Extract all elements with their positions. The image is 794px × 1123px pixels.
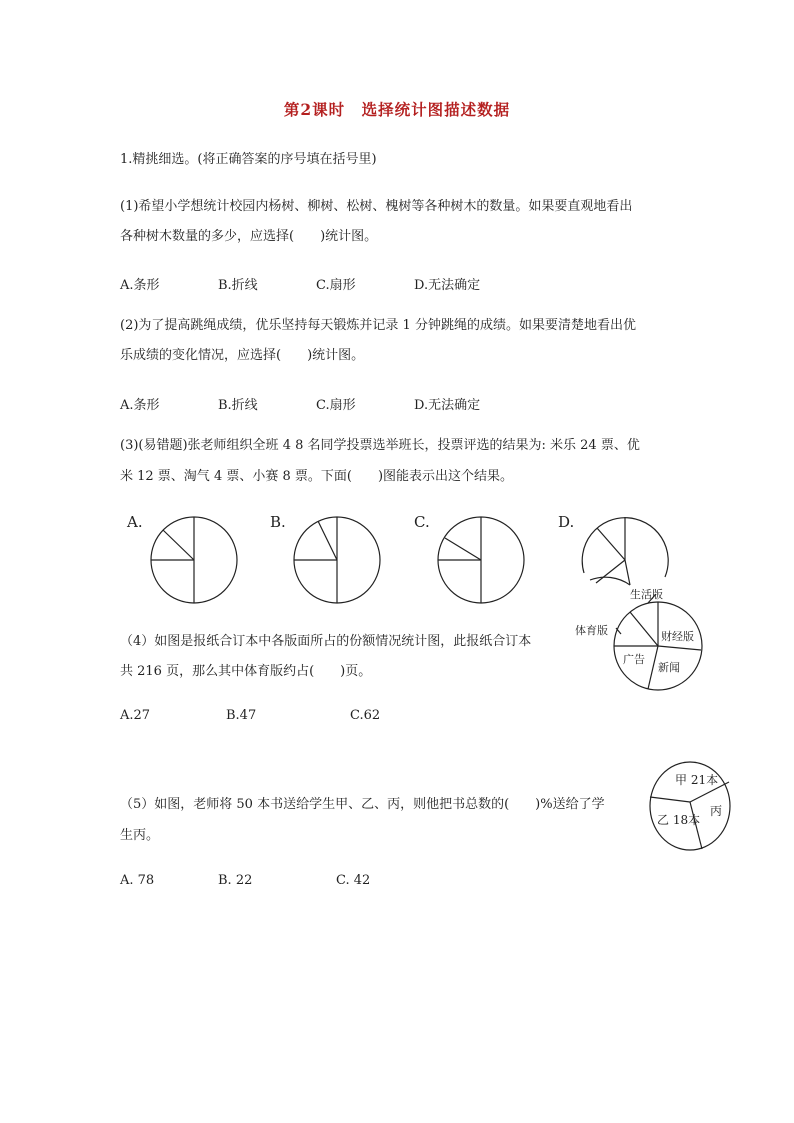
q2-line2: 乐成绩的变化情况，应选择( )统计图。 <box>120 348 365 363</box>
q3-line2: 米 12 票、淘气 4 票、小赛 8 票。下面( )图能表示出这个结果。 <box>120 469 514 484</box>
label-tiyu: 体育版 <box>575 624 608 637</box>
pie-label-b: B. <box>270 513 286 531</box>
pie-chart-c <box>438 517 524 603</box>
q5-option-c: C. 42 <box>336 873 371 888</box>
label-jia: 甲 21本 <box>675 773 719 787</box>
q1-option-b: B.折线 <box>218 278 258 293</box>
label-xinwen: 新闻 <box>658 661 680 674</box>
q1-option-a: A.条形 <box>120 278 160 293</box>
q2-option-a: A.条形 <box>120 398 160 413</box>
pie-chart-d <box>582 517 668 585</box>
label-caijing: 财经版 <box>661 630 694 643</box>
pie-chart-a <box>151 517 237 603</box>
q5-option-b: B. 22 <box>218 873 253 888</box>
q3-line1: (3)(易错题)张老师组织全班 4 8 名同学投票选举班长，投票评选的结果为: 米乐 24 票、优 <box>120 438 640 453</box>
label-shenghuo: 生活版 <box>630 588 663 601</box>
q2-option-b: B.折线 <box>218 398 258 413</box>
pie-label-c: C. <box>414 513 430 531</box>
label-yi: 乙 18本 <box>657 813 701 827</box>
page-title: 第2课时 选择统计图描述数据 <box>283 100 511 119</box>
q4-option-b: B.47 <box>226 708 257 723</box>
q1-option-d: D.无法确定 <box>414 278 481 293</box>
q5-option-a: A. 78 <box>120 873 155 888</box>
q2-line1: (2)为了提高跳绳成绩，优乐坚持每天锻炼并记录 1 分钟跳绳的成绩。如果要清楚地看出优 <box>120 318 636 333</box>
q1-line1: (1)希望小学想统计校园内杨树、柳树、松树、槐树等各种树木的数量。如果要直观地看出 <box>120 199 633 214</box>
pie-chart-b <box>294 517 380 603</box>
q1-option-c: C.扇形 <box>316 278 356 293</box>
section-heading: 1.精挑细选。(将正确答案的序号填在括号里) <box>120 152 377 167</box>
pie-label-d: D. <box>558 513 575 531</box>
label-guanggao: 广告 <box>623 653 645 666</box>
q2-option-d: D.无法确定 <box>414 398 481 413</box>
q4-option-c: C.62 <box>350 708 381 723</box>
q4-line2: 共 216 页，那么其中体育版约占( )页。 <box>120 664 372 679</box>
label-bing: 丙 <box>710 804 723 818</box>
q2-option-c: C.扇形 <box>316 398 356 413</box>
q4-option-a: A.27 <box>120 708 151 723</box>
q1-line2: 各种树木数量的多少，应选择( )统计图。 <box>120 229 378 244</box>
q4-line1: （4）如图是报纸合订本中各版面所占的份额情况统计图，此报纸合订本 <box>120 634 532 649</box>
q5-line1: （5）如图，老师将 50 本书送给学生甲、乙、丙，则他把书总数的( )%送给了学 <box>120 797 605 812</box>
pie-label-a: A. <box>127 513 143 531</box>
q5-line2: 生丙。 <box>120 828 160 843</box>
